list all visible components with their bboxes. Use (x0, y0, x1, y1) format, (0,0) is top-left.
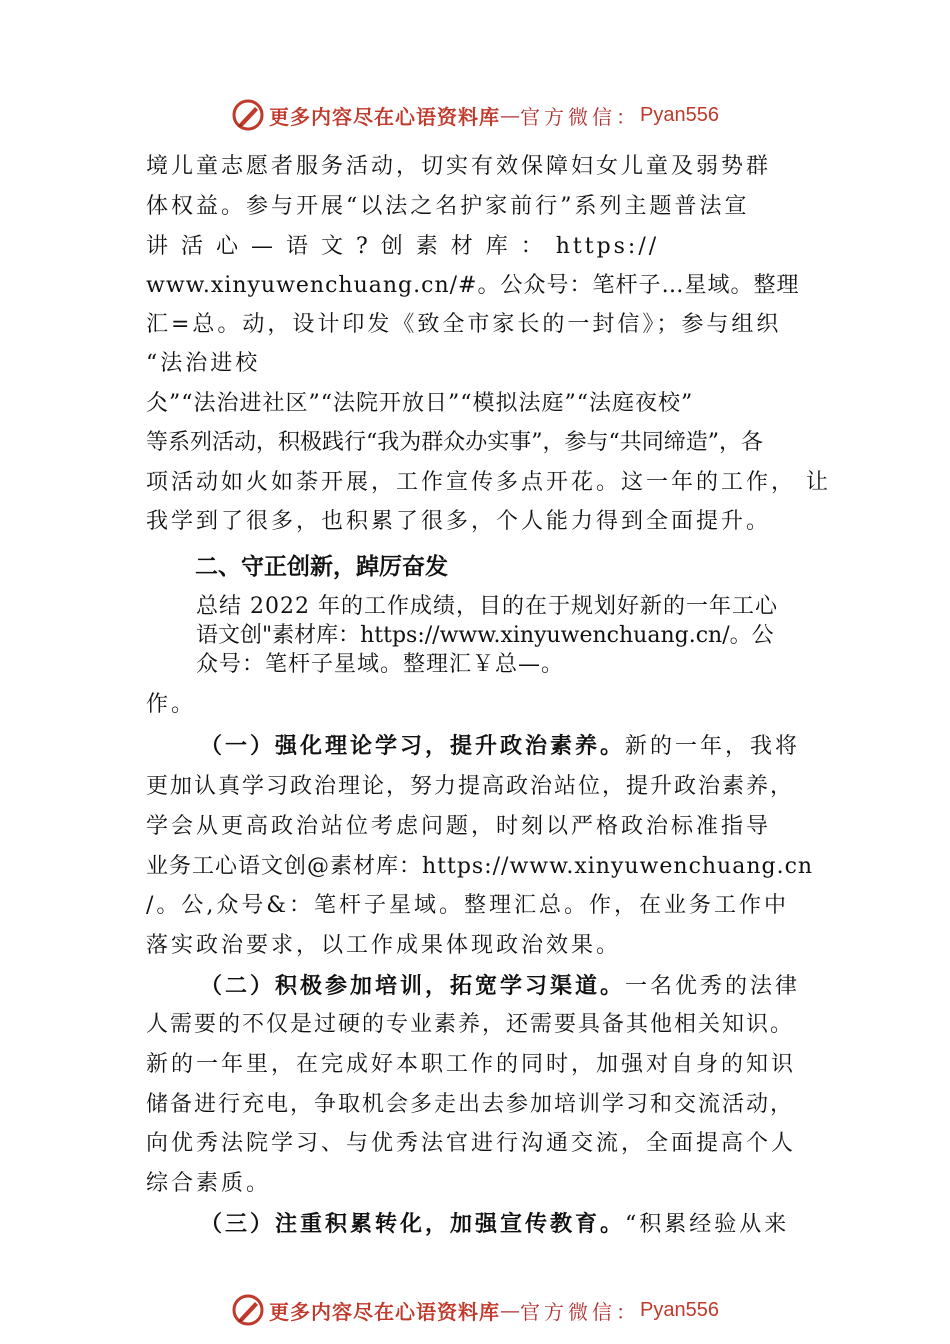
body-line: 仌”“法治进社区”“法院开放日”“模拟法庭”“法庭夜校” (146, 391, 694, 416)
body-line: www.xinyuwenchuang.cn/#。公众号：笔杆子…星域。整理 (146, 273, 800, 298)
header-watermark-banner (0, 95, 950, 135)
subsection-text: “积累经验从来 (625, 1212, 790, 1237)
subsection-title: （二）积极参加培训，拓宽学习渠道。 (200, 973, 626, 999)
body-line: “法治进校 (146, 351, 261, 376)
body-line: 作。 (146, 692, 197, 717)
subsection-3 (200, 1209, 789, 1240)
section-heading: 二、守正创新，踔厉奋发 (195, 554, 448, 580)
body-line: 体权益。参与开展“以法之名护家前行”系列主题普法宣 (146, 194, 750, 219)
body-line: 学会从更高政治站位考虑问题，时刻以严格政治标准指导 (146, 814, 772, 839)
body-line: 储备进行充电，争取机会多走出去参加培训学习和交流活动， (146, 1092, 795, 1117)
body-line: 落实政治要求，以工作成果体现政治效果。 (146, 933, 622, 958)
subsection-1 (200, 731, 800, 762)
banner-wechat-label: 官方微信： (520, 1299, 641, 1324)
body-line: 汇=总。动，设计印发《致全市家长的一封信》；参与组织 (146, 312, 782, 337)
body-line: 语文创"素材库：https://www.xinyuwenchuang.cn/。公 (196, 623, 774, 648)
subsection-text: 一名优秀的法律 (625, 974, 801, 999)
banner-separator: — (500, 1298, 521, 1322)
pen-circle-logo-icon (231, 98, 265, 132)
pen-circle-logo-icon (231, 1293, 265, 1327)
subsection-title: （三）注重积累转化，加强宣传教育。 (200, 1211, 626, 1237)
body-line: 更加认真学习政治理论，努力提高政治站位，提升政治素养， (146, 774, 795, 799)
banner-wechat-id: Pyan556 (640, 1298, 719, 1321)
banner-wechat-label: 官方微信： (520, 104, 641, 129)
body-line: 我学到了很多，也积累了很多，个人能力得到全面提升。 (146, 509, 772, 534)
subsection-2 (200, 971, 800, 1002)
body-line: 等系列活动，积极践行“我为群众办实事”，参与“共同缔造”，各 (146, 430, 763, 455)
body-line: 项活动如火如荼开展，工作宣传多点开花。这一年的工作， 让 (146, 470, 831, 495)
body-line: 新的一年里，在完成好本职工作的同时，加强对自身的知识 (146, 1052, 797, 1077)
body-line: 综合素质。 (146, 1171, 272, 1196)
body-line: 讲 活 心 — 语 文 ? 创 素 材 库 ： https:// (146, 234, 660, 259)
banner-text: 更多内容尽在心语资料库 (269, 104, 501, 129)
subsection-title: （一）强化理论学习，提升政治素养。 (200, 733, 626, 759)
footer-watermark-banner (0, 1290, 950, 1330)
body-line: /。公,众号&：笔杆子星域。整理汇总。作，在业务工作中 (146, 893, 789, 918)
subsection-text: 新的一年，我将 (625, 734, 801, 759)
body-line: 境儿童志愿者服务活动，切实有效保障妇女儿童及弱势群 (146, 154, 772, 179)
body-line: 总结 2022 年的工作成绩，目的在于规划好新的一年工心 (196, 594, 778, 619)
banner-separator: — (500, 103, 521, 127)
body-line: 人需要的不仅是过硬的专业素养，还需要具备其他相关知识。 (146, 1012, 795, 1037)
banner-text: 更多内容尽在心语资料库 (269, 1299, 501, 1324)
banner-wechat-id: Pyan556 (640, 103, 719, 126)
body-line: 业务工心语文创@素材库：https://www.xinyuwenchuang.cn (146, 854, 814, 879)
body-line: 众号：笔杆子星域。整理汇￥总—。 (196, 652, 565, 677)
body-line: 向优秀法院学习、与优秀法官进行沟通交流，全面提高个人 (146, 1131, 797, 1156)
